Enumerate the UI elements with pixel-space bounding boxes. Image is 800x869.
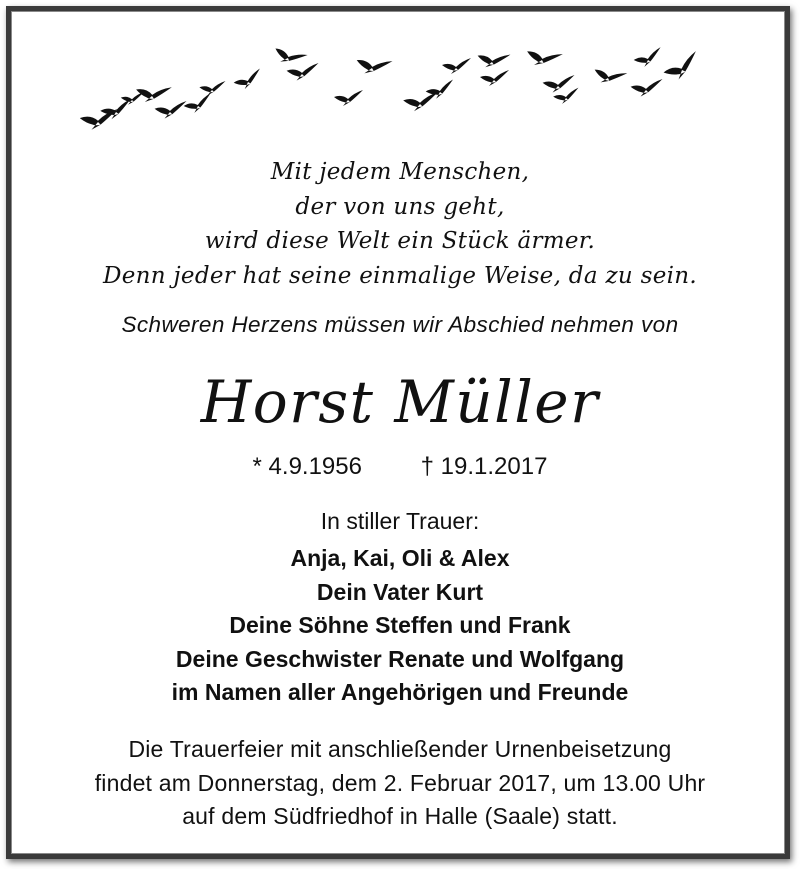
service-info <box>0 733 800 834</box>
service-line: auf dem Südfriedhof in Halle (Saale) statt. <box>182 803 618 829</box>
life-dates <box>0 453 800 481</box>
intro-text: Schweren Herzens müssen wir Abschied nehmen von <box>121 312 679 337</box>
flying-birds-icon <box>80 40 720 150</box>
death-date: † 19.1.2017 <box>420 453 548 480</box>
mourner-line: Deine Söhne Steffen und Frank <box>229 612 571 639</box>
mourner-line: Dein Vater Kurt <box>316 578 484 605</box>
poem-line: Denn jeder hat seine einmalige Weise, da zu sein. <box>103 262 697 289</box>
service-line: findet am Donnerstag, dem 2. Februar 2017, um 13.00 Uhr <box>94 769 706 796</box>
service-line: Die Trauerfeier mit anschließender Urnenbeisetzung <box>128 736 672 762</box>
poem <box>0 155 800 293</box>
poem-line: Mit jedem Menschen, <box>270 159 530 185</box>
birth-date: * 4.9.1956 <box>252 453 362 480</box>
poem-line: wird diese Welt ein Stück ärmer. <box>204 228 596 254</box>
mourner-line: Anja, Kai, Oli & Alex <box>290 545 510 571</box>
mourners-list <box>0 542 800 710</box>
poem-line: der von uns geht, <box>295 193 505 220</box>
deceased-name: Horst Müller <box>200 368 600 436</box>
mourners-label: In stiller Trauer: <box>320 508 480 534</box>
mourner-line: Deine Geschwister Renate und Wolfgang <box>175 645 625 672</box>
mourner-line: im Namen aller Angehörigen und Freunde <box>171 679 629 706</box>
